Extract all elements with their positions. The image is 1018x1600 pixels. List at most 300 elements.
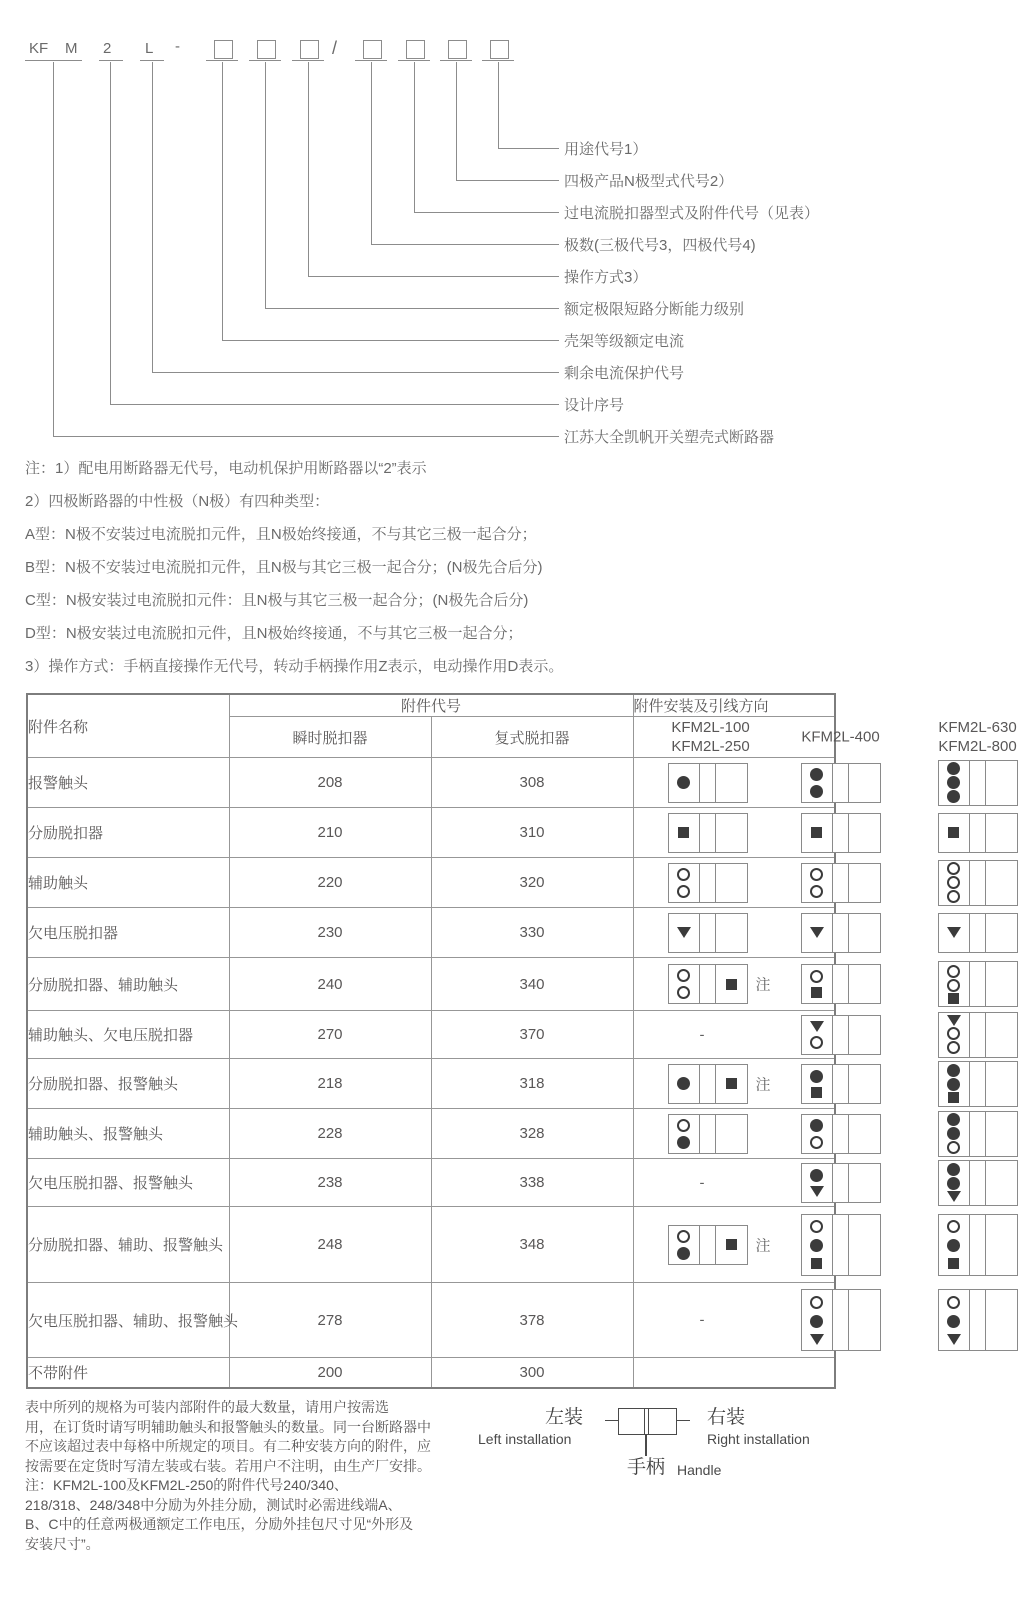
filled-circle-symbol — [677, 776, 690, 789]
symbol-box — [938, 1160, 1018, 1206]
symbol-box-slot — [969, 1215, 986, 1275]
branch-label: 剩余电流保护代号 — [564, 365, 685, 382]
code-blank-box — [257, 40, 276, 59]
square-symbol — [726, 979, 737, 990]
install-direction-cell — [633, 1358, 835, 1388]
footer-line: B、C中的任意两极通额定工作电压，分励外挂包尺寸见“外形及 — [25, 1516, 414, 1532]
filled-circle-symbol — [810, 785, 823, 798]
compound-code-cell: 320 — [431, 858, 633, 908]
note-mark: 注 — [755, 1076, 771, 1093]
symbol-box-right — [986, 761, 1017, 805]
symbol-box — [938, 760, 1018, 806]
branch-label: 操作方式3） — [564, 269, 648, 286]
code-char-2: 2 — [103, 40, 112, 57]
symbol-box — [668, 1114, 748, 1154]
symbol-stack — [939, 1215, 969, 1275]
symbol-box-slot — [969, 1112, 986, 1156]
symbol-stack — [939, 1112, 969, 1156]
filled-circle-symbol — [810, 1239, 823, 1252]
symbol-box — [938, 860, 1018, 906]
note-line: C型：N极安装过电流脱扣元件：且N极与其它三极一起合分；(N极先合后分) — [25, 592, 529, 609]
symbol-box — [938, 961, 1018, 1007]
compound-code-cell: 330 — [431, 908, 633, 958]
filled-circle-symbol — [947, 1163, 960, 1176]
accessory-name-cell: 欠电压脱扣器、辅助、报警触头 — [27, 1283, 229, 1358]
filled-circle-symbol — [947, 1113, 960, 1126]
frame-label-line: KFM2L-400 — [801, 728, 880, 746]
triangle-down-symbol — [947, 1015, 961, 1026]
header-accessory-name: 附件名称 — [27, 694, 229, 758]
symbol-stack — [802, 1215, 832, 1275]
symbol-box-right — [716, 764, 747, 802]
symbol-box-slot — [832, 1164, 849, 1202]
symbol-box — [668, 964, 748, 1004]
notes-section — [25, 452, 885, 683]
symbol-box-slot — [832, 864, 849, 902]
footer-line: 按需要在定货时写清左装或右装。若用户不注明，由生产厂安排。 — [25, 1457, 431, 1474]
symbol-box — [801, 913, 881, 953]
compound-code-cell: 328 — [431, 1109, 633, 1159]
note-line: 2）四极断路器的中性极（N极）有四种类型： — [25, 493, 330, 510]
symbol-box — [938, 913, 1018, 953]
table-row — [27, 908, 835, 958]
filled-circle-symbol — [810, 768, 823, 781]
symbol-box-right — [986, 1215, 1017, 1275]
symbol-box — [938, 1012, 1018, 1058]
symbol-box — [801, 1064, 881, 1104]
filled-circle-symbol — [947, 776, 960, 789]
open-circle-symbol — [947, 1041, 960, 1054]
square-symbol — [948, 1092, 959, 1103]
symbol-box-right — [716, 965, 747, 1003]
footer-line: 注：KFM2L-100及KFM2L-250的附件代号240/340、 — [25, 1477, 348, 1493]
symbol-box-slot — [832, 1016, 849, 1054]
branch-label: 额定极限短路分断能力级别 — [564, 301, 745, 318]
square-symbol — [811, 1258, 822, 1269]
square-symbol — [811, 987, 822, 998]
symbol-box-right — [849, 1164, 880, 1202]
note-line: 3）操作方式：手柄直接操作无代号，转动手柄操作用Z表示，电动操作用D表示。 — [25, 658, 564, 675]
symbol-stack — [802, 1065, 832, 1103]
symbol-box-slot — [969, 1062, 986, 1106]
symbol-box-right — [849, 1290, 880, 1350]
instant-code-cell: 208 — [229, 758, 431, 808]
symbol-box-right — [849, 814, 880, 852]
symbol-stack — [939, 814, 969, 852]
note-mark: 注 — [755, 976, 771, 994]
symbol-box — [801, 1114, 881, 1154]
frame-label-line: KFM2L-630 — [938, 719, 1017, 736]
header-instant-release: 瞬时脱扣器 — [229, 717, 431, 758]
accessory-table — [26, 693, 1017, 1389]
code-blank-box — [406, 40, 425, 59]
symbol-stack — [939, 962, 969, 1006]
filled-circle-symbol — [947, 1127, 960, 1140]
symbol-box-slot — [832, 1065, 849, 1103]
install-direction-cell — [633, 1059, 835, 1109]
symbol-box-right — [849, 1065, 880, 1103]
handle-label-en: Handle — [677, 1462, 722, 1478]
symbol-box — [801, 964, 881, 1004]
compound-code-cell: 348 — [431, 1207, 633, 1283]
footer-line: 表中所列的规格为可装内部附件的最大数量，请用户按需选 — [25, 1399, 389, 1415]
branch-label: 过电流脱扣器型式及附件代号（见表） — [564, 205, 820, 222]
instant-code-cell: 210 — [229, 808, 431, 858]
symbol-box — [938, 1289, 1018, 1351]
symbol-box-right — [986, 1161, 1017, 1205]
symbol-stack — [802, 914, 832, 952]
open-circle-symbol — [677, 1230, 690, 1243]
frame-label-line: KFM2L-100 — [671, 719, 750, 736]
symbol-stack — [802, 814, 832, 852]
open-circle-symbol — [810, 1036, 823, 1049]
symbol-box — [938, 1111, 1018, 1157]
symbol-box-slot — [699, 1115, 716, 1153]
instant-code-cell: 228 — [229, 1109, 431, 1159]
square-symbol — [678, 827, 689, 838]
accessory-name-cell: 分励脱扣器 — [27, 808, 229, 858]
handle-diagram-stem — [645, 1435, 647, 1456]
frame-label-line: KFM2L-800 — [938, 738, 1017, 755]
code-hyphen: - — [175, 38, 180, 55]
install-direction-cell — [633, 1109, 835, 1159]
branch-label: 四极产品N极型式代号2） — [564, 173, 734, 190]
symbol-box-slot — [832, 1290, 849, 1350]
symbol-box-slot — [969, 1161, 986, 1205]
no-accessory-dash: - — [699, 1311, 705, 1329]
symbol-box-right — [986, 1013, 1017, 1057]
symbol-stack — [802, 965, 832, 1003]
symbol-stack — [939, 1161, 969, 1205]
accessory-name-cell: 辅助触头、欠电压脱扣器 — [27, 1011, 229, 1059]
symbol-box-slot — [699, 1226, 716, 1264]
symbol-stack — [669, 1065, 699, 1103]
open-circle-symbol — [947, 979, 960, 992]
square-symbol — [811, 827, 822, 838]
instant-code-cell: 230 — [229, 908, 431, 958]
accessory-name-cell: 分励脱扣器、辅助触头 — [27, 958, 229, 1011]
model-code-diagram — [0, 0, 900, 455]
footer-line: 用，在订货时请写明辅助触头和报警触头的数量。同一台断路器中 — [25, 1418, 431, 1435]
triangle-down-symbol — [947, 1334, 961, 1345]
branch-label: 设计序号 — [564, 397, 625, 414]
underline — [292, 60, 324, 61]
note-mark: 注 — [755, 1237, 771, 1254]
symbol-box-slot — [832, 965, 849, 1003]
square-symbol — [726, 1239, 737, 1250]
open-circle-symbol — [810, 885, 823, 898]
symbol-box-right — [849, 764, 880, 802]
symbol-box-right — [716, 814, 747, 852]
symbol-box-right — [849, 914, 880, 952]
filled-circle-symbol — [677, 1247, 690, 1260]
instant-code-cell: 220 — [229, 858, 431, 908]
compound-code-cell: 308 — [431, 758, 633, 808]
underline — [25, 60, 82, 61]
open-circle-symbol — [677, 885, 690, 898]
filled-circle-symbol — [947, 790, 960, 803]
symbol-box-slot — [832, 1215, 849, 1275]
symbol-box-slot — [969, 1013, 986, 1057]
open-circle-symbol — [947, 1027, 960, 1040]
symbol-box — [801, 863, 881, 903]
symbol-box-slot — [969, 962, 986, 1006]
code-char-kf: KF — [29, 40, 49, 57]
filled-circle-symbol — [810, 1169, 823, 1182]
symbol-box-slot — [969, 1290, 986, 1350]
symbol-box — [801, 813, 881, 853]
accessory-name-cell: 不带附件 — [27, 1358, 229, 1388]
install-direction-cell — [633, 758, 835, 808]
underline — [249, 60, 281, 61]
triangle-down-symbol — [677, 927, 691, 938]
table-row — [27, 758, 835, 808]
symbol-stack — [669, 1226, 699, 1264]
code-blank-box — [490, 40, 509, 59]
symbol-box-slot — [969, 814, 986, 852]
frame-size-labels — [634, 717, 1017, 757]
underline — [99, 60, 123, 61]
compound-code-cell: 300 — [431, 1358, 633, 1388]
symbol-box-right — [849, 1115, 880, 1153]
accessory-name-cell: 欠电压脱扣器 — [27, 908, 229, 958]
install-direction-cell — [633, 1207, 835, 1283]
symbol-box-slot — [969, 861, 986, 905]
symbol-box-slot — [699, 814, 716, 852]
compound-code-cell: 370 — [431, 1011, 633, 1059]
handle-diagram-right-lead — [676, 1420, 690, 1421]
triangle-down-symbol — [810, 1334, 824, 1345]
frame-label — [938, 718, 1016, 756]
accessory-name-cell: 欠电压脱扣器、报警触头 — [27, 1159, 229, 1207]
symbol-box-right — [986, 814, 1017, 852]
footer-line: 218/318、248/348中分励为外挂分励，测试时必需进线端A、 — [25, 1496, 402, 1513]
instant-code-cell: 278 — [229, 1283, 431, 1358]
header-install-direction: 附件安装及引线方向 — [633, 694, 835, 717]
filled-circle-symbol — [677, 1136, 690, 1149]
symbol-box — [801, 1015, 881, 1055]
symbol-box — [801, 763, 881, 803]
right-install-label-en: Right installation — [707, 1431, 810, 1447]
symbol-box-right — [716, 1115, 747, 1153]
header-compound-release: 复式脱扣器 — [431, 717, 633, 758]
instant-code-cell: 218 — [229, 1059, 431, 1109]
symbol-box-slot — [699, 965, 716, 1003]
symbol-box-right — [986, 861, 1017, 905]
open-circle-symbol — [947, 890, 960, 903]
filled-circle-symbol — [947, 1315, 960, 1328]
symbol-box — [668, 763, 748, 803]
symbol-stack — [669, 1115, 699, 1153]
square-symbol — [811, 1087, 822, 1098]
symbol-stack — [669, 814, 699, 852]
symbol-stack — [669, 764, 699, 802]
install-direction-cell — [633, 958, 835, 1011]
accessory-name-cell: 辅助触头、报警触头 — [27, 1109, 229, 1159]
symbol-box-slot — [832, 914, 849, 952]
open-circle-symbol — [677, 986, 690, 999]
symbol-box — [668, 1225, 748, 1265]
symbol-stack — [802, 1016, 832, 1054]
symbol-box-right — [849, 965, 880, 1003]
symbol-box-right — [716, 1065, 747, 1103]
compound-code-cell: 378 — [431, 1283, 633, 1358]
compound-code-cell: 318 — [431, 1059, 633, 1109]
symbol-box-right — [849, 864, 880, 902]
filled-circle-symbol — [947, 1239, 960, 1252]
open-circle-symbol — [947, 862, 960, 875]
symbol-box — [938, 813, 1018, 853]
left-install-label-en: Left installation — [478, 1431, 572, 1447]
install-direction-cell — [633, 1159, 835, 1207]
symbol-box-slot — [969, 761, 986, 805]
triangle-down-symbol — [947, 927, 961, 938]
code-blank-box — [363, 40, 382, 59]
symbol-stack — [669, 914, 699, 952]
square-symbol — [726, 1078, 737, 1089]
symbol-box-right — [716, 864, 747, 902]
accessory-name-cell: 报警触头 — [27, 758, 229, 808]
square-symbol — [948, 993, 959, 1004]
open-circle-symbol — [810, 868, 823, 881]
compound-code-cell: 340 — [431, 958, 633, 1011]
triangle-down-symbol — [810, 1186, 824, 1197]
accessory-name-cell: 分励脱扣器、报警触头 — [27, 1059, 229, 1109]
install-direction-cell — [633, 1011, 835, 1059]
symbol-box-right — [986, 914, 1017, 952]
table-row — [27, 1059, 835, 1109]
symbol-box-right — [716, 1226, 747, 1264]
open-circle-symbol — [947, 1141, 960, 1154]
symbol-box — [668, 1064, 748, 1104]
frame-label — [671, 718, 749, 756]
symbol-box-slot — [699, 864, 716, 902]
symbol-stack — [939, 861, 969, 905]
symbol-box-slot — [699, 1065, 716, 1103]
accessory-name-cell: 辅助触头 — [27, 858, 229, 908]
note-line: D型：N极安装过电流脱扣元件，且N极始终接通，不与其它三极一起合分； — [25, 625, 523, 642]
triangle-down-symbol — [810, 1021, 824, 1032]
underline — [482, 60, 514, 61]
open-circle-symbol — [810, 1136, 823, 1149]
install-direction-cell — [633, 1283, 835, 1358]
accessory-name-cell: 分励脱扣器、辅助、报警触头 — [27, 1207, 229, 1283]
frame-label-line: KFM2L-250 — [671, 738, 750, 755]
symbol-box-slot — [832, 814, 849, 852]
right-install-label-cn: 右装 — [707, 1407, 746, 1428]
note-line: 注：1）配电用断路器无代号，电动机保护用断路器以“2”表示 — [25, 460, 427, 477]
symbol-stack — [802, 1115, 832, 1153]
branch-label: 用途代号1） — [564, 141, 648, 158]
symbol-box-right — [986, 1290, 1017, 1350]
install-direction-cell — [633, 858, 835, 908]
symbol-box-slot — [699, 914, 716, 952]
instant-code-cell: 240 — [229, 958, 431, 1011]
code-blank-box — [214, 40, 233, 59]
symbol-box — [668, 913, 748, 953]
open-circle-symbol — [677, 868, 690, 881]
symbol-stack — [939, 1013, 969, 1057]
symbol-box-right — [849, 1016, 880, 1054]
filled-circle-symbol — [947, 1064, 960, 1077]
left-install-label-cn: 左装 — [545, 1407, 584, 1428]
open-circle-symbol — [947, 965, 960, 978]
symbol-box-right — [986, 1062, 1017, 1106]
branch-connector-line — [53, 62, 559, 437]
code-char-m: M — [65, 40, 78, 57]
symbol-box-slot — [699, 764, 716, 802]
symbol-stack — [939, 1290, 969, 1350]
open-circle-symbol — [677, 1119, 690, 1132]
symbol-box-right — [986, 1112, 1017, 1156]
table-row — [27, 858, 835, 908]
symbol-stack — [802, 764, 832, 802]
table-row — [27, 1109, 835, 1159]
symbol-box-slot — [969, 914, 986, 952]
install-direction-cell — [633, 908, 835, 958]
open-circle-symbol — [947, 876, 960, 889]
table-row — [27, 1358, 835, 1388]
open-circle-symbol — [810, 970, 823, 983]
compound-code-cell: 338 — [431, 1159, 633, 1207]
instant-code-cell: 248 — [229, 1207, 431, 1283]
filled-circle-symbol — [810, 1070, 823, 1083]
code-slash: / — [332, 38, 338, 58]
handle-diagram-slot — [644, 1408, 649, 1435]
open-circle-symbol — [947, 1220, 960, 1233]
filled-circle-symbol — [810, 1119, 823, 1132]
symbol-stack — [669, 864, 699, 902]
symbol-stack — [669, 965, 699, 1003]
symbol-stack — [939, 1062, 969, 1106]
note-line: A型：N极不安装过电流脱扣元件，且N极始终接通，不与其它三极一起合分； — [25, 526, 537, 543]
footer-line: 安装尺寸”。 — [25, 1535, 100, 1552]
underline — [140, 60, 164, 61]
branch-label: 江苏大全凯帆开关塑壳式断路器 — [564, 429, 775, 446]
underline — [206, 60, 238, 61]
note-line: B型：N极不安装过电流脱扣元件，且N极与其它三极一起合分；(N极先合后分) — [25, 559, 543, 576]
table-row — [27, 958, 835, 1011]
symbol-stack — [802, 864, 832, 902]
install-direction-cell — [633, 808, 835, 858]
filled-circle-symbol — [947, 762, 960, 775]
no-accessory-dash: - — [699, 1026, 705, 1043]
table-row — [27, 808, 835, 858]
symbol-stack — [939, 761, 969, 805]
symbol-stack — [802, 1164, 832, 1202]
underline — [440, 60, 472, 61]
symbol-box-slot — [832, 1115, 849, 1153]
filled-circle-symbol — [810, 1315, 823, 1328]
code-blank-box — [300, 40, 319, 59]
instant-code-cell: 238 — [229, 1159, 431, 1207]
triangle-down-symbol — [947, 1191, 961, 1202]
no-accessory-dash: - — [699, 1174, 705, 1191]
table-row — [27, 1207, 835, 1283]
square-symbol — [948, 1258, 959, 1269]
symbol-stack — [802, 1290, 832, 1350]
instant-code-cell: 270 — [229, 1011, 431, 1059]
footer-line: 不应该超过表中每格中所规定的项目。有二种安装方向的附件，应 — [25, 1438, 431, 1454]
handle-label-cn: 手柄 — [627, 1457, 666, 1478]
filled-circle-symbol — [947, 1177, 960, 1190]
filled-circle-symbol — [947, 1078, 960, 1091]
branch-label: 壳架等级额定电流 — [564, 333, 685, 350]
symbol-stack — [939, 914, 969, 952]
triangle-down-symbol — [810, 927, 824, 938]
symbol-box — [801, 1289, 881, 1351]
open-circle-symbol — [947, 1296, 960, 1309]
